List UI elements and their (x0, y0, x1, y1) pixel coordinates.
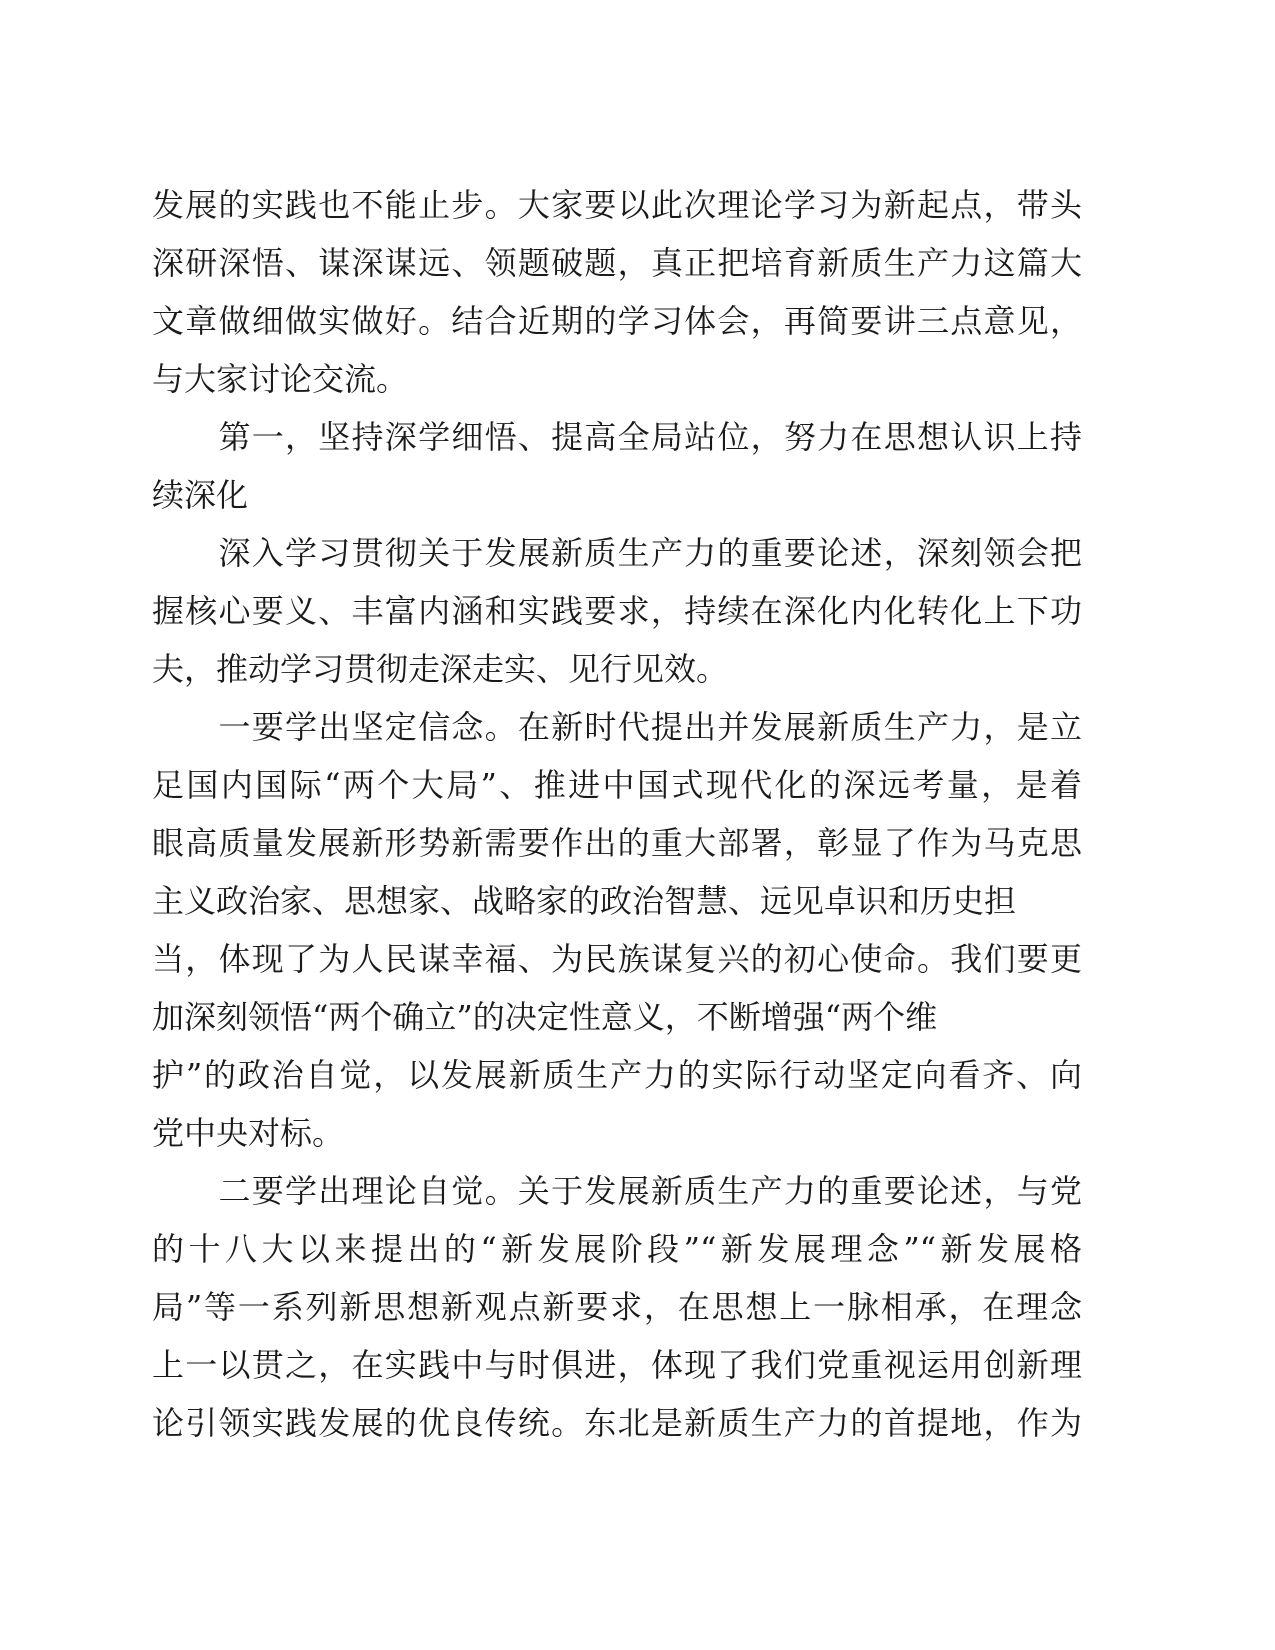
text-line: 当，体现了为人民谋幸福、为民族谋复兴的初心使命。我们要更 (152, 940, 1082, 978)
text-line: 发展的实践也不能止步。大家要以此次理论学习为新起点，带头 (152, 186, 1082, 224)
text-line: 论引领实践发展的优良传统。东北是新质生产力的首提地，作为 (152, 1404, 1082, 1442)
document-body (152, 176, 1082, 1452)
text-line: 局”等一系列新思想新观点新要求，在思想上一脉相承，在理念 (152, 1288, 1082, 1326)
heading-line: 续深化 (152, 476, 249, 514)
heading-line: 第一，坚持深学细悟、提高全局站位，努力在思想认识上持 (152, 418, 1082, 456)
section-heading-first (152, 408, 1082, 524)
text-line: 握核心要义、丰富内涵和实践要求，持续在深化内化转化上下功 (152, 592, 1082, 630)
text-line: 夫，推动学习贯彻走深走实、见行见效。 (152, 650, 729, 688)
text-line: 与大家讨论交流。 (152, 360, 409, 398)
text-line: 主义政治家、思想家、战略家的政治智慧、远见卓识和历史担 (152, 882, 1017, 920)
text-line: 上一以贯之，在实践中与时俱进，体现了我们党重视运用创新理 (152, 1346, 1082, 1384)
text-line: 党中央对标。 (152, 1114, 345, 1152)
paragraph-study-intro (152, 524, 1082, 698)
text-line: 足国内国际“两个大局”、推进中国式现代化的深远考量，是着 (152, 766, 1082, 804)
paragraph-firm-belief (152, 698, 1082, 1162)
text-line: 加深刻领悟“两个确立”的决定性意义，不断增强“两个维 (152, 998, 938, 1036)
paragraph-theory-awareness (152, 1162, 1082, 1452)
text-line: 二要学出理论自觉。关于发展新质生产力的重要论述，与党 (152, 1172, 1082, 1210)
text-line: 一要学出坚定信念。在新时代提出并发展新质生产力，是立 (152, 708, 1082, 746)
text-line: 护”的政治自觉，以发展新质生产力的实际行动坚定向看齐、向 (152, 1056, 1082, 1094)
text-line: 深研深悟、谋深谋远、领题破题，真正把培育新质生产力这篇大 (152, 244, 1082, 282)
text-line: 眼高质量发展新形势新需要作出的重大部署，彰显了作为马克思 (152, 824, 1082, 862)
text-line: 深入学习贯彻关于发展新质生产力的重要论述，深刻领会把 (152, 534, 1082, 572)
text-line: 文章做细做实做好。结合近期的学习体会，再简要讲三点意见， (152, 302, 1082, 340)
paragraph-continuation (152, 176, 1082, 408)
text-line: 的十八大以来提出的“新发展阶段”“新发展理念”“新发展格 (152, 1230, 1082, 1268)
